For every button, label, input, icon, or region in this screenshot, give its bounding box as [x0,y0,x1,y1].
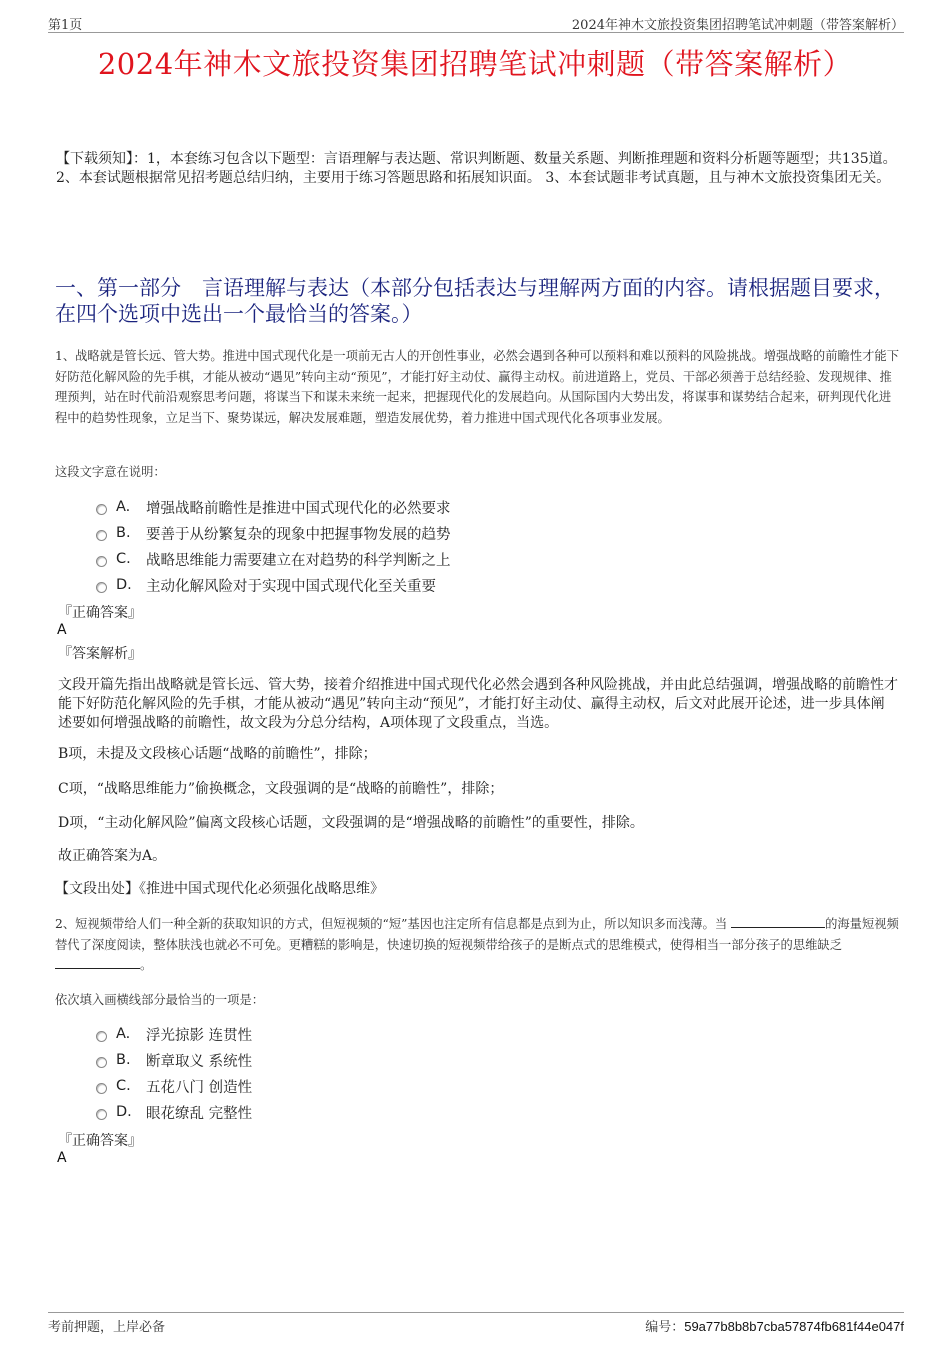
radio-button[interactable] [96,556,107,567]
option-d[interactable] [96,1099,252,1125]
stem-text: 。 [140,958,153,972]
page-header [48,14,904,33]
analysis-conclusion: 故正确答案为A。 [58,848,167,864]
option-letter: A. [116,499,131,515]
document-code [645,1316,904,1335]
option-text: 增强战略前瞻性是推进中国式现代化的必然要求 [146,500,451,517]
radio-button[interactable] [96,582,107,593]
stem-text: 的海量短视频替代了深度阅读，整体肤浅也就必不可免。更糟糕的影响是，快速切换的短视频带给孩子的是断点式的思维模式，使得相当一部分孩子的思维缺乏 [55,917,899,952]
option-text: 战略思维能力需要建立在对趋势的科学判断之上 [146,552,451,569]
correct-answer: A [57,1150,67,1166]
stem-text: 2、短视频带给人们一种全新的获取知识的方式，但短视频的“短”基因也注定所有信息都是点到为止，所以知识多而浅薄。当 [55,917,728,931]
analysis-label: 『答案解析』 [58,646,142,662]
correct-answer-label: 『正确答案』 [58,605,142,621]
analysis-option-d: D项，“主动化解风险”偏离文段核心话题，文段强调的是“增强战略的前瞻性”的重要性，排除。 [58,815,644,831]
document-title: 2024年神木文旅投资集团招聘笔试冲刺题（带答案解析） [97,47,853,81]
option-letter: A. [116,1026,131,1042]
question-1-prompt: 这段文字意在说明： [55,465,166,479]
correct-answer: A [57,622,67,638]
option-d[interactable] [96,572,451,598]
question-2-prompt: 依次填入画横线部分最恰当的一项是： [55,993,265,1007]
option-letter: B. [116,525,131,541]
fill-blank-1 [731,915,825,928]
option-a[interactable] [96,494,451,520]
option-letter: C. [116,1078,131,1094]
page-number: 第1页 [48,18,83,33]
radio-button[interactable] [96,1083,107,1094]
option-letter: D. [116,577,132,593]
fill-blank-2 [55,956,140,969]
analysis-option-b: B项，未提及文段核心话题“战略的前瞻性”，排除； [58,746,377,762]
option-text: 眼花缭乱 完整性 [146,1105,253,1122]
option-text: 主动化解风险对于实现中国式现代化至关重要 [146,578,436,595]
option-c[interactable] [96,546,451,572]
option-text: 要善于从纷繁复杂的现象中把握事物发展的趋势 [146,526,451,543]
option-text: 浮光掠影 连贯性 [146,1027,253,1044]
option-letter: D. [116,1104,132,1120]
passage-source: 【文段出处】《推进中国式现代化必须强化战略思维》 [55,881,384,897]
analysis-option-c: C项，“战略思维能力”偷换概念，文段强调的是“战略的前瞻性”，排除； [58,781,504,797]
option-text: 五花八门 创造性 [146,1079,253,1096]
code-label: 编号： [645,1320,685,1335]
radio-button[interactable] [96,1057,107,1068]
running-title: 2024年神木文旅投资集团招聘笔试冲刺题（带答案解析） [571,18,904,33]
section-heading: 一、第一部分 言语理解与表达（本部分包括表达与理解两方面的内容。请根据题目要求，在四个选项中选出一个最恰当的答案。） [55,276,895,326]
option-b[interactable] [96,1047,252,1073]
radio-button[interactable] [96,504,107,515]
download-notice: 【下载须知】：1，本套练习包含以下题型：言语理解与表达题、常识判断题、数量关系题、判断推理题和资料分析题等题型；共135道。 2、本套试题根据常见招考题总结归纳，主要用于练习答题思路和拓展知识面。 3、本套试题非考试真题，且与神木文旅投资集团无关。 [56,151,897,186]
radio-button[interactable] [96,530,107,541]
radio-button[interactable] [96,1031,107,1042]
analysis-paragraph: 文段开篇先指出战略就是管长远、管大势，接着介绍推进中国式现代化必然会遇到各种风险挑战，并由此总结强调，增强战略的前瞻性才能下好防范化解风险的先手棋，才能从被动“遇见”转向主动“预见”，才能打好主动仗、赢得主动权，后文对此展开论述，进一步具体阐述要如何增强战略的前瞻性，故文段为分总分结构，A项体现了文段重点，当选。 [58,677,898,731]
question-1-options [96,494,451,598]
option-c[interactable] [96,1073,252,1099]
question-2-stem [55,914,903,976]
question-1-stem: 1、战略就是管长远、管大势。推进中国式现代化是一项前无古人的开创性事业，必然会遇到各种可以预料和难以预料的风险挑战。增强战略的前瞻性才能下好防范化解风险的先手棋，才能从被动“遇见”转向主动“预见”，才能打好主动仗、赢得主动权。前进道路上，党员、干部必须善于总结经验、发现规律、推理预判，站在时代前沿观察思考问题，将谋当下和谋未来统一起来，把握现代化的发展趋向。从国际国内大势出发，将谋事和谋势结合起来，研判现代化进程中的趋势性现象，立足当下、聚势谋远，解决发展难题，塑造发展优势，着力推进中国式现代化各项事业发展。 [55,349,900,425]
footer-slogan: 考前押题，上岸必备 [48,1320,166,1335]
code-value: 59a77b8b8b7cba57874fb681f44e047f [684,1319,904,1334]
option-letter: B. [116,1052,131,1068]
page-footer [48,1312,904,1333]
radio-button[interactable] [96,1109,107,1120]
correct-answer-label: 『正确答案』 [58,1133,142,1149]
option-letter: C. [116,551,131,567]
option-text: 断章取义 系统性 [146,1053,253,1070]
option-a[interactable] [96,1021,252,1047]
option-b[interactable] [96,520,451,546]
question-2-options [96,1021,252,1125]
